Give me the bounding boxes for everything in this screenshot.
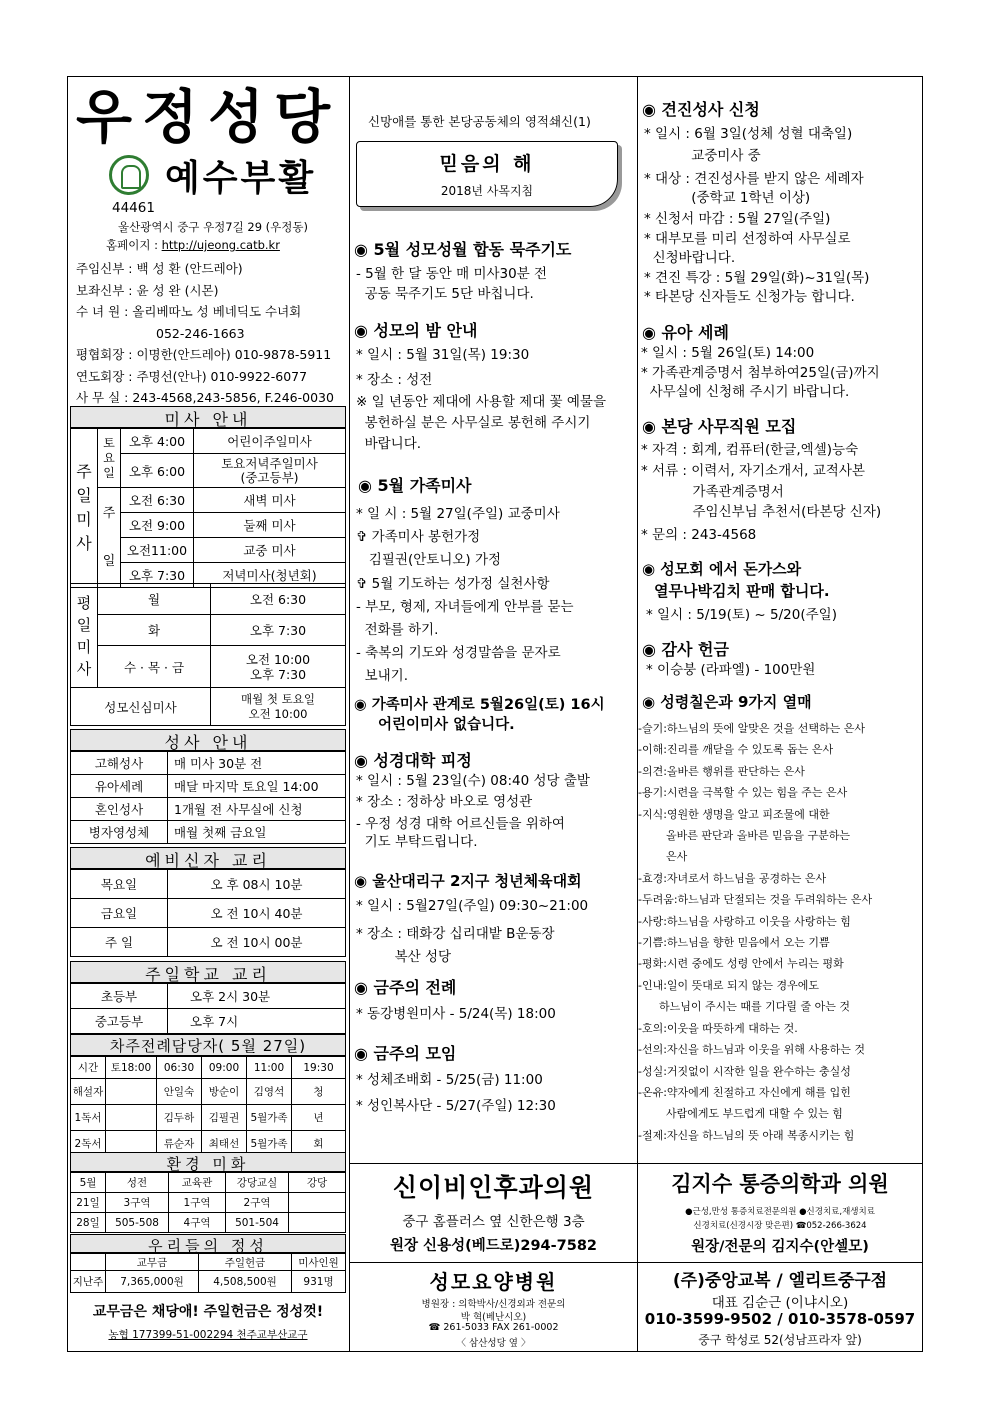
postal-code: 44461	[112, 200, 155, 216]
school-grade: 초등부	[71, 984, 168, 1009]
ministers-header: 09:00	[202, 1057, 247, 1079]
minister-role: 해설자	[71, 1079, 106, 1105]
uniform-store-address: 중구 학성로 52(성남프라자 앞)	[698, 1333, 862, 1347]
staff-recruit-line: * 서류 : 이력서, 자기소개서, 교적사본	[641, 463, 865, 479]
minister-cell: 방순이	[202, 1079, 247, 1105]
youth-sports-line: 복산 성당	[356, 949, 452, 965]
sunday-mass-label: 주 일 미 사	[71, 429, 98, 588]
sacrament-desc: 매월 첫째 금요일	[168, 821, 346, 844]
sacrament-table	[70, 751, 346, 844]
sacrament-desc: 매달 마지막 토요일 14:00	[168, 775, 346, 798]
catechumen-section-title: 예비신자 교리	[70, 847, 346, 869]
minister-role: 2독서	[71, 1131, 106, 1157]
nursing-hospital-name: 성모요양병원	[429, 1270, 558, 1294]
marian-mass-time-2: 오전 10:00	[248, 706, 308, 721]
bank-account: 농협 177399-51-002294 천주교부산교구	[108, 1329, 308, 1341]
sacrament-name: 병자영성체	[71, 821, 168, 844]
minister-cell: 류순자	[157, 1131, 202, 1157]
school-grade: 중고등부	[71, 1009, 168, 1034]
cutlet-sale-heading-2: 열무나박김치 판매 합니다.	[654, 582, 830, 600]
ent-clinic-name: 신이비인후과의원	[392, 1173, 595, 1202]
gifts-fruits-item: -절제:자신을 하느님의 뜻 아래 복종시키는 힘	[638, 1128, 855, 1142]
offerings-table	[70, 1253, 346, 1293]
env-cell: 21일	[71, 1193, 106, 1213]
catechumen-day: 주 일	[71, 928, 168, 957]
confirmation-line: 교중미사 중	[644, 148, 761, 164]
offering-cell: 931명	[292, 1271, 346, 1293]
gifts-fruits-item: -효경:자녀로서 하느님을 공경하는 은사	[638, 871, 827, 885]
minister-cell: 김두하	[157, 1105, 202, 1131]
offering-header: 주일헌금	[199, 1254, 292, 1271]
school-time: 오후 7시	[168, 1009, 346, 1034]
env-cell	[289, 1193, 346, 1213]
staff-recruit-line: 주임신부님 추천서(타본당 신자)	[641, 504, 882, 520]
mass-name: 어린이주일미사	[194, 429, 346, 454]
offering-cell: 4,508,500원	[199, 1271, 292, 1293]
bible-retreat-line: 기도 부탁드립니다.	[356, 834, 478, 850]
gifts-fruits-item: -용기:시련을 극복할 수 있는 힘을 주는 은사	[638, 786, 848, 800]
sunday-school-section-title: 주일학교 교리	[70, 961, 346, 983]
info-office: 사 무 실 : 243-4568,243-5856, F.246-0030	[76, 390, 334, 405]
confirmation-line: * 대상 : 견진성사를 받지 않은 세례자	[644, 171, 864, 187]
no-children-mass-heading: ◉ 가족미사 관계로 5월26일(토) 16시	[354, 697, 605, 713]
infant-baptism-line: * 가족관계증명서 첨부하여25일(금)까지	[641, 365, 880, 381]
info-council: 평협회장 : 이명한(안드레아) 010-9878-5911	[76, 347, 332, 362]
school-time: 오후 2시 30분	[168, 984, 346, 1009]
gifts-fruits-item: -슬기:하느님의 뜻에 알맞은 것을 선택하는 은사	[638, 722, 866, 735]
gifts-fruits-item: -호의:이웃을 따뜻하게 대하는 것.	[638, 1021, 798, 1035]
marian-night-line: * 장소 : 성전	[356, 372, 433, 388]
minister-cell: 안일숙	[157, 1079, 202, 1105]
address: 울산광역시 중구 우정7길 29 (우정동)	[118, 220, 308, 234]
liturgy-heading: ◉ 금주의 전례	[354, 978, 457, 997]
gifts-fruits-list	[638, 718, 872, 1146]
family-mass-line: - 부모, 형제, 자녀들에게 안부를 묻는	[356, 599, 574, 615]
env-cell: 1구역	[169, 1193, 226, 1213]
nursing-hospital-line: 병원장 : 의학박사/신경외과 전문의	[421, 1299, 566, 1310]
env-header: 강당교실	[226, 1173, 289, 1193]
weekday-day: 월	[98, 584, 211, 615]
staff-recruit-line: * 자격 : 회계, 컴퓨터(한글,엑셀)능숙	[641, 442, 859, 458]
sacrament-name: 유아세례	[71, 775, 168, 798]
minister-cell: 청	[292, 1079, 346, 1105]
env-cell: 505-508	[106, 1213, 169, 1233]
ministers-section-title: 차주전례담당자( 5월 27일)	[70, 1034, 346, 1056]
family-mass-line: 김필권(안토니오) 가정	[356, 552, 502, 568]
minister-cell: 김필권	[202, 1105, 247, 1131]
gifts-fruits-item: -평화:시련 중에도 성령 안에서 누리는 평화	[638, 957, 844, 971]
minister-cell	[106, 1105, 157, 1131]
env-cell: 28일	[71, 1213, 106, 1233]
catechumen-table	[70, 869, 346, 957]
ministers-header: 시간	[71, 1057, 106, 1079]
cutlet-sale-heading: ◉ 성모회 에서 돈가스와	[642, 560, 802, 578]
sunday-school-table	[70, 983, 346, 1034]
ministers-header: 11:00	[247, 1057, 292, 1079]
no-children-mass-heading-2: 어린이미사 없습니다.	[378, 717, 515, 733]
bible-retreat-line: * 장소 : 정하상 바오로 영성관	[356, 794, 533, 810]
minister-cell: 5월가족	[247, 1131, 292, 1157]
catechumen-day: 금요일	[71, 899, 168, 928]
mass-time: 오후 6:00	[121, 454, 194, 488]
thanks-offering-heading: ◉ 감사 헌금	[642, 640, 729, 659]
env-cell: 4구역	[169, 1213, 226, 1233]
marian-mass-time: 매월 첫 토요일	[241, 691, 315, 706]
weekday-time: 오후 7:30	[211, 615, 346, 646]
marian-night-line: 봉헌하실 분은 사무실로 봉헌해 주시기	[356, 415, 591, 431]
ministers-header: 06:30	[157, 1057, 202, 1079]
info-convent-phone: 052-246-1663	[156, 325, 245, 341]
youth-sports-heading: ◉ 울산대리구 2지구 청년체육대회	[354, 872, 582, 890]
env-cell	[289, 1213, 346, 1233]
weekday-day: 화	[98, 615, 211, 646]
weekday-day: 수 · 목 · 금	[98, 646, 211, 688]
family-mass-line: ✞ 가족미사 봉헌가정	[356, 529, 481, 545]
gifts-fruits-item: 올바른 판단과 올바른 믿음을 구분하는	[638, 829, 850, 843]
environment-table	[70, 1172, 346, 1233]
offering-header: 미사인원	[292, 1254, 346, 1271]
bible-retreat-line: * 일시 : 5월 23일(수) 08:40 성당 출발	[356, 773, 590, 789]
minister-cell: 년	[292, 1105, 346, 1131]
infant-baptism-line: 사무실에 신청해 주시기 바랍니다.	[641, 384, 850, 400]
pain-clinic-contact: 원장/전문의 김지수(안셀모)	[691, 1239, 869, 1255]
offerings-section-title: 우리들의 정성	[70, 1234, 346, 1253]
gifts-fruits-item: 은사	[638, 850, 688, 864]
sacrament-name: 혼인성사	[71, 798, 168, 821]
gifts-fruits-item: -온유:약자에게 친절하고 자신에게 해를 입힌	[638, 1085, 851, 1099]
marian-night-line: 바랍니다.	[356, 436, 422, 452]
minister-cell: 김영석	[247, 1079, 292, 1105]
mass-time: 오전11:00	[121, 538, 194, 563]
catechumen-day: 목요일	[71, 870, 168, 899]
mass-name: 저녁미사(청년회)	[194, 563, 346, 588]
env-header: 성전	[106, 1173, 169, 1193]
youth-sports-line: * 일시 : 5월27일(주일) 09:30~21:00	[356, 898, 589, 914]
church-subtitle: 예수부활	[165, 157, 317, 199]
info-assistant: 보좌신부 : 윤 성 완 (시몬)	[76, 282, 219, 298]
offering-header: 교무금	[106, 1254, 199, 1271]
mass-name-sub: (중고등부)	[240, 469, 299, 485]
family-mass-line: 보내기.	[356, 668, 408, 684]
gifts-fruits-item: -의견:올바른 행위를 판단하는 은사	[638, 764, 805, 778]
gifts-fruits-heading: ◉ 성령칠은과 9가지 열매	[642, 693, 812, 711]
gifts-fruits-item: -이해:진리를 깨닫을 수 있도록 돕는 은사	[638, 743, 834, 757]
catechumen-time: 오 후 08시 10분	[168, 870, 346, 899]
confirmation-line: * 일시 : 6월 3일(성체 성혈 대축일)	[644, 126, 853, 142]
minister-cell: 회	[292, 1131, 346, 1157]
uniform-store-phone: 010-3599-9502 / 010-3578-0597	[644, 1310, 916, 1328]
ad-divider	[349, 1163, 923, 1164]
info-yeondo: 연도회장 : 주명선(안나) 010-9922-6077	[76, 368, 308, 384]
weekday-time: 오전 6:30	[211, 584, 346, 615]
confirmation-line: * 신청서 마감 : 5월 27일(주일)	[644, 211, 831, 227]
offering-cell: 7,365,000원	[106, 1271, 199, 1293]
meetings-heading: ◉ 금주의 모임	[354, 1044, 457, 1063]
family-mass-heading: ◉ 5월 가족미사	[358, 476, 472, 495]
env-header: 5월	[71, 1173, 106, 1193]
meeting-line: * 성인복사단 - 5/27(주일) 12:30	[356, 1098, 556, 1114]
family-mass-line: * 일 시 : 5월 27일(주일) 교중미사	[356, 506, 560, 522]
infant-baptism-heading: ◉ 유아 세례	[642, 323, 729, 342]
offering-header	[71, 1254, 106, 1271]
gifts-fruits-item: 하느님이 주시는 때를 기다릴 줄 아는 것	[638, 1000, 850, 1014]
liturgy-line: * 동강병원미사 - 5/24(목) 18:00	[356, 1006, 556, 1022]
sacrament-desc: 1개월 전 사무실에 신청	[168, 798, 346, 821]
env-cell: 2구역	[226, 1193, 289, 1213]
catechumen-time: 오 전 10시 00분	[168, 928, 346, 957]
minister-role: 1독서	[71, 1105, 106, 1131]
ministers-header: 토18:00	[106, 1057, 157, 1079]
family-mass-line: ✞ 5월 기도하는 성가정 실천사항	[356, 576, 550, 592]
minister-cell	[106, 1079, 157, 1105]
marian-mass-label: 성모신심미사	[71, 688, 211, 726]
weekday-time: 오전 10:00	[245, 651, 311, 667]
env-cell: 3구역	[106, 1193, 169, 1213]
confirmation-line: * 타본당 신자들도 신청가능 합니다.	[644, 289, 855, 305]
ministers-table	[70, 1056, 346, 1157]
offering-slogan: 교무금은 채당애! 주일헌금은 정성껏!	[92, 1304, 324, 1320]
nursing-hospital-line: 박 혁(베난시오)	[460, 1312, 527, 1323]
info-convent: 수 녀 원 : 올리베따노 성 베네딕도 수녀회	[76, 304, 302, 319]
gifts-fruits-item: -인내:일이 뜻대로 되지 않는 경우에도	[638, 978, 820, 992]
gifts-fruits-item: -지식:영원한 생명을 알고 피조물에 대한	[638, 807, 830, 821]
gifts-fruits-item: -성실:거짓없이 시작한 일을 완수하는 충실성	[638, 1064, 851, 1078]
nursing-hospital-line: 〈 삼산성당 옆 〉	[456, 1338, 531, 1349]
sacrament-section-title: 성사 안내	[70, 729, 346, 751]
mass-time: 오전 6:30	[121, 488, 194, 513]
family-mass-line: 전화를 하기.	[356, 622, 439, 638]
weekday-mass-table	[70, 583, 346, 726]
catechumen-time: 오 전 10시 40분	[168, 899, 346, 928]
marian-night-heading: ◉ 성모의 밤 안내	[354, 321, 478, 340]
ent-clinic-contact: 원장 신용성(베드로)294-7582	[390, 1238, 597, 1254]
ministers-header: 19:30	[292, 1057, 346, 1079]
mass-name: 둘째 미사	[194, 513, 346, 538]
bible-retreat-heading: ◉ 성경대학 피정	[354, 751, 472, 770]
staff-recruit-line: * 문의 : 243-4568	[641, 527, 757, 543]
sacrament-desc: 매 미사 30분 전	[168, 752, 346, 775]
faith-subtitle: 2018년 사목지침	[440, 184, 534, 198]
weekday-time-2: 오후 7:30	[249, 666, 307, 682]
gifts-fruits-item: -기쁨:하느님을 향한 믿음에서 오는 기쁨	[638, 936, 830, 950]
mass-table	[70, 428, 346, 588]
faith-title: 믿음의 해	[439, 153, 535, 175]
sacrament-name: 고해성사	[71, 752, 168, 775]
info-pastor: 주임신부 : 백 성 환 (안드레아)	[76, 261, 243, 276]
mass-time: 오후 4:00	[121, 429, 194, 454]
confirmation-line: * 견진 특강 : 5월 29일(화)~31일(목)	[644, 270, 870, 286]
homepage-label: 홈페이지 :	[106, 238, 158, 252]
mass-time: 오후 7:30	[121, 563, 194, 588]
mass-name: 새벽 미사	[194, 488, 346, 513]
rosary-line: - 5월 한 달 동안 매 미사30분 전	[356, 266, 548, 282]
column-divider	[349, 76, 350, 1352]
minister-cell: 최태선	[202, 1131, 247, 1157]
mass-section-title: 미사 안내	[70, 406, 346, 428]
nursing-hospital-line: ☎ 261-5033 FAX 261-0002	[428, 1322, 559, 1333]
staff-recruit-line: 가족관계증명서	[641, 484, 784, 500]
confirmation-line: 신청바랍니다.	[644, 250, 736, 266]
pain-clinic-desc-2: 신경치료(신경시장 맞은편) ☎052-266-3624	[693, 1221, 867, 1231]
gifts-fruits-item: 사람에게도 부드럽게 대할 수 있는 힘	[638, 1107, 843, 1121]
infant-baptism-line: * 일시 : 5월 26일(토) 14:00	[641, 345, 815, 361]
marian-night-line: * 일시 : 5월 31일(목) 19:30	[356, 347, 530, 363]
sunday-label: 주 일	[98, 488, 121, 588]
minister-cell: 5월가족	[247, 1105, 292, 1131]
family-mass-line: - 축복의 기도와 성경말씀을 문자로	[356, 645, 561, 661]
marian-night-line: ※ 일 년동안 제대에 사용할 제대 꽃 예물을	[356, 394, 607, 410]
mass-name: 교중 미사	[194, 538, 346, 563]
ent-clinic-address: 중구 홈플러스 옆 신한은행 3층	[402, 1214, 585, 1230]
youth-sports-line: * 장소 : 태화강 십리대밭 B운동장	[356, 926, 555, 942]
meeting-line: * 성체조배회 - 5/25(금) 11:00	[356, 1072, 543, 1088]
mass-time: 오전 9:00	[121, 513, 194, 538]
rosary-heading: ◉ 5월 성모성월 합동 묵주기도	[354, 240, 572, 259]
env-header: 강당	[289, 1173, 346, 1193]
church-logo	[109, 155, 149, 195]
thanks-offering-line: * 이승붕 (라파엘) - 100만원	[646, 662, 816, 678]
saturday-label: 토 요 일	[98, 429, 121, 488]
pain-clinic-desc: ●근성,만성 통증치료전문의원 ●신경치료,재생치료	[685, 1207, 875, 1217]
mass-name: 토요저녁주일미사	[221, 455, 318, 471]
confirmation-heading: ◉ 견진성사 신청	[642, 100, 760, 119]
column-divider	[637, 76, 638, 1352]
homepage-link[interactable]: http://ujeong.catb.kr	[161, 238, 280, 252]
gifts-fruits-item: -사랑:하느님을 사랑하고 이웃을 사랑하는 힘	[638, 914, 851, 928]
offering-cell: 지난주	[71, 1271, 106, 1293]
environment-section-title: 환경 미화	[70, 1152, 346, 1172]
rosary-line: 공동 묵주기도 5단 바칩니다.	[356, 286, 534, 302]
env-cell: 501-504	[226, 1213, 289, 1233]
faith-banner	[356, 141, 618, 207]
uniform-store-rep: 대표 김순근 (이냐시오)	[711, 1295, 849, 1311]
ad-divider	[349, 1262, 923, 1263]
pain-clinic-name: 김지수 통증의학과 의원	[671, 1172, 889, 1196]
church-title: 우정성당	[75, 83, 341, 151]
confirmation-line: * 대부모를 미리 선정하여 사무실로	[644, 231, 851, 247]
gifts-fruits-item: -선의:자신을 하느님과 이웃을 위해 사용하는 것	[638, 1043, 866, 1057]
staff-recruit-heading: ◉ 본당 사무직원 모집	[642, 417, 797, 436]
weekday-mass-label: 평 일 미 사	[71, 584, 98, 688]
cutlet-sale-line: * 일시 : 5/19(토) ~ 5/20(주일)	[646, 607, 837, 623]
top-note: 신망애를 통한 본당공동체의 영적쇄신(1)	[368, 114, 591, 129]
env-header: 교육관	[169, 1173, 226, 1193]
gifts-fruits-item: -두려움:하느님과 단절되는 것을 두려워하는 은사	[638, 893, 873, 907]
bible-retreat-line: - 우정 성경 대학 어르신들을 위하여	[356, 816, 565, 832]
uniform-store-name: (주)중앙교복 / 엘리트중구점	[672, 1271, 888, 1291]
confirmation-line: (중학교 1학년 이상)	[644, 190, 811, 206]
